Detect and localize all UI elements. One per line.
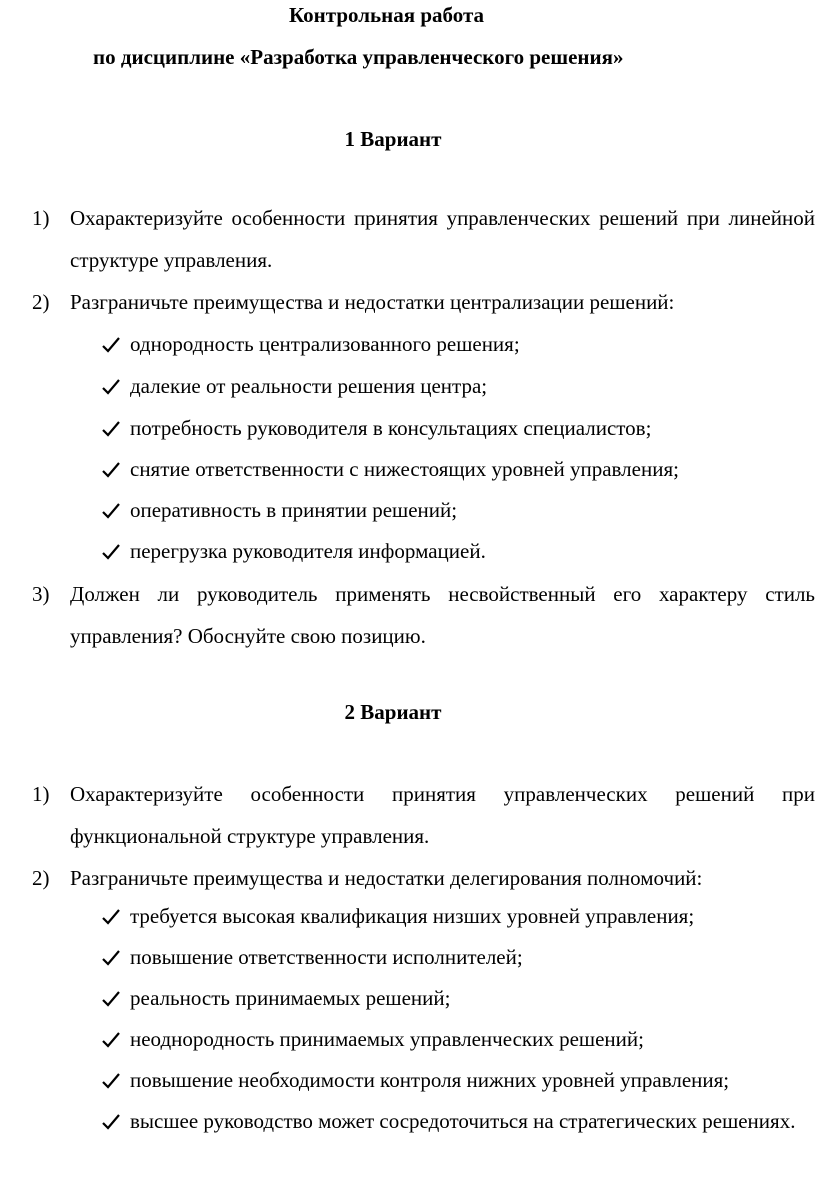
checkmark-icon: [102, 336, 120, 354]
question-text: Должен ли руководитель применять несвойственный его характеру стиль управления? Обоснуйте свою позицию.: [70, 582, 815, 648]
list-item: неоднородность принимаемых управленческих решений;: [130, 1027, 644, 1051]
checkmark-icon: [102, 1072, 120, 1090]
list-item: требуется высокая квалификация низших уровней управления;: [130, 904, 695, 928]
list-item: высшее руководство может сосредоточиться на стратегических решениях.: [130, 1109, 796, 1133]
question-number: 2): [32, 290, 50, 314]
checkmark-icon: [102, 461, 120, 479]
list-item: однородность централизованного решения;: [130, 332, 520, 356]
list-item: повышение необходимости контроля нижних уровней управления;: [130, 1068, 730, 1092]
checkmark-icon: [102, 1113, 120, 1131]
list-item: далекие от реальности решения центра;: [130, 374, 488, 398]
checkmark-icon: [102, 1031, 120, 1049]
list-item: оперативность в принятии решений;: [130, 498, 458, 522]
checkmark-icon: [102, 543, 120, 561]
document-title: Контрольная работа: [289, 3, 485, 27]
question-text: Разграничьте преимущества и недостатки делегирования полномочий:: [70, 866, 703, 890]
checkmark-icon: [102, 420, 120, 438]
checkmark-icon: [102, 502, 120, 520]
checkmark-icon: [102, 908, 120, 926]
question-number: 3): [32, 582, 50, 606]
checkmark-icon: [102, 990, 120, 1008]
document-subtitle: по дисциплине «Разработка управленческого решения»: [93, 45, 624, 69]
list-item: потребность руководителя в консультациях специалистов;: [130, 416, 652, 440]
question-text: Охарактеризуйте особенности принятия управленческих решений при функциональной структуре управления.: [70, 782, 815, 848]
list-item: перегрузка руководителя информацией.: [130, 539, 486, 563]
checkmark-icon: [102, 378, 120, 396]
list-item: реальность принимаемых решений;: [130, 986, 451, 1010]
question-number: 1): [32, 782, 50, 806]
checkmark-icon: [102, 949, 120, 967]
question-text: Охарактеризуйте особенности принятия управленческих решений при линейной структуре управления.: [70, 206, 815, 272]
question-number: 1): [32, 206, 50, 230]
list-item: снятие ответственности с нижестоящих уровней управления;: [130, 457, 679, 481]
variant-heading: 2 Вариант: [344, 700, 442, 724]
variant-heading: 1 Вариант: [344, 127, 442, 151]
question-text: Разграничьте преимущества и недостатки централизации решений:: [70, 290, 675, 314]
list-item: повышение ответственности исполнителей;: [130, 945, 523, 969]
question-number: 2): [32, 866, 50, 890]
